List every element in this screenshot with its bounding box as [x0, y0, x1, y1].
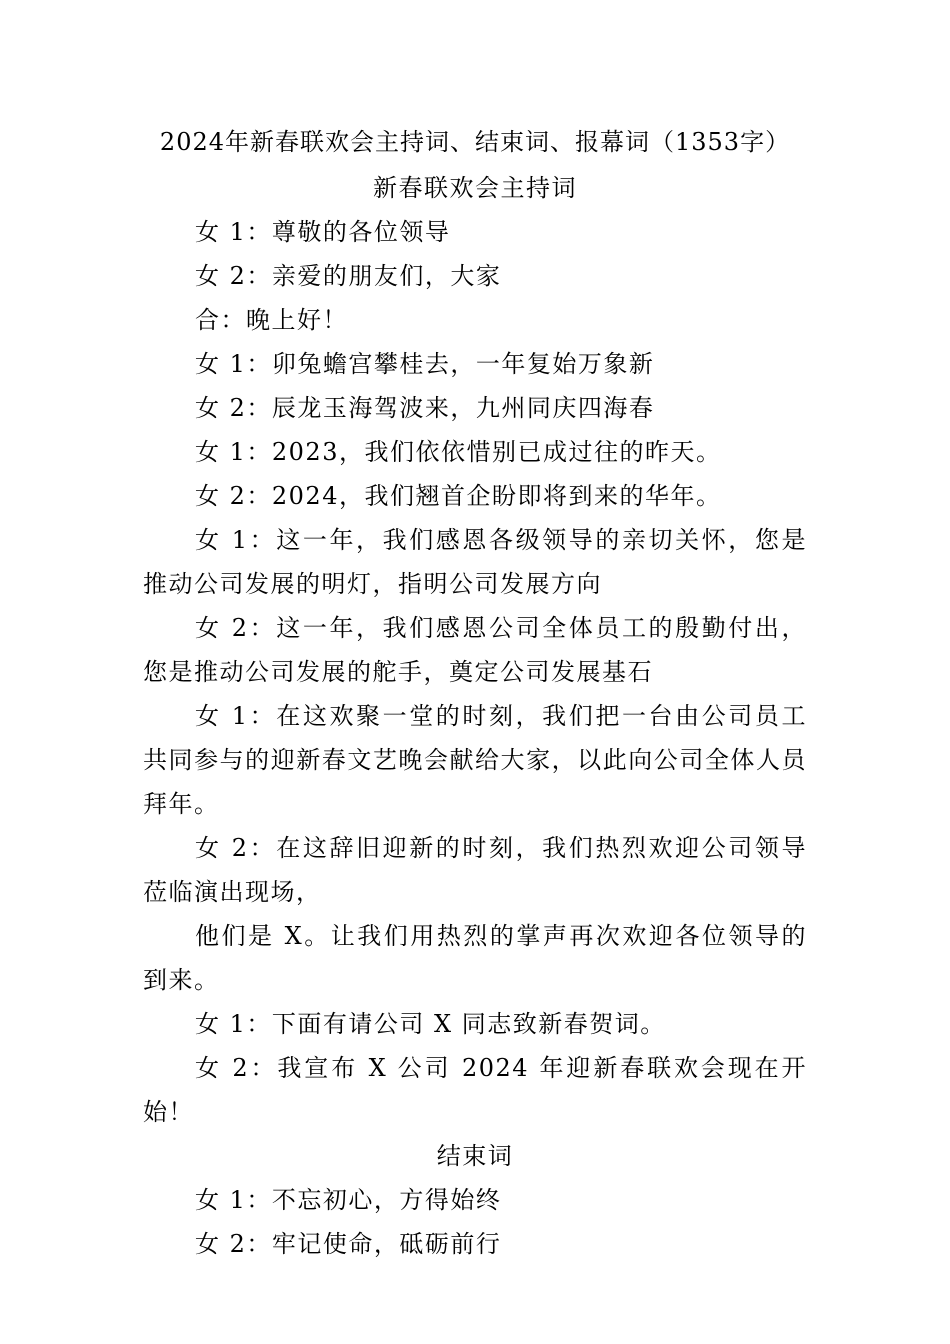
paragraph: 女 1：这一年，我们感恩各级领导的亲切关怀，您是推动公司发展的明灯，指明公司发展方向 — [143, 526, 807, 598]
paragraph: 女 2：牢记使命，砥砺前行 — [195, 1230, 502, 1258]
document-body — [143, 122, 807, 1266]
section-heading-host-script: 新春联欢会主持词 — [373, 174, 577, 202]
paragraph: 女 1：尊敬的各位领导 — [195, 218, 451, 246]
paragraph: 女 2：我宣布 X 公司 2024 年迎新春联欢会现在开始！ — [143, 1054, 807, 1126]
paragraph: 他们是 X。让我们用热烈的掌声再次欢迎各位领导的到来。 — [143, 922, 807, 994]
paragraph: 女 1：不忘初心，方得始终 — [195, 1186, 502, 1214]
document-title: 2024年新春联欢会主持词、结束词、报幕词（1353字） — [159, 128, 791, 156]
paragraph: 女 2：亲爱的朋友们，大家 — [195, 262, 502, 290]
paragraph: 女 1：下面有请公司 X 同志致新春贺词。 — [195, 1010, 666, 1038]
section-heading-closing: 结束词 — [436, 1142, 514, 1170]
paragraph: 女 2：在这辞旧迎新的时刻，我们热烈欢迎公司领导莅临演出现场， — [143, 834, 807, 906]
paragraph: 女 1：卯兔蟾宫攀桂去，一年复始万象新 — [195, 350, 655, 378]
paragraph: 合：晚上好！ — [195, 306, 348, 334]
paragraph: 女 2：2024，我们翘首企盼即将到来的华年。 — [195, 482, 722, 510]
paragraph: 女 2：辰龙玉海驾波来，九州同庆四海春 — [195, 394, 655, 422]
paragraph: 女 2：这一年，我们感恩公司全体员工的殷勤付出，您是推动公司发展的舵手，奠定公司发展基石 — [143, 614, 807, 686]
paragraph: 女 1：2023，我们依依惜别已成过往的昨天。 — [195, 438, 722, 466]
paragraph: 女 1：在这欢聚一堂的时刻，我们把一台由公司员工共同参与的迎新春文艺晚会献给大家，以此向公司全体人员拜年。 — [143, 702, 807, 818]
